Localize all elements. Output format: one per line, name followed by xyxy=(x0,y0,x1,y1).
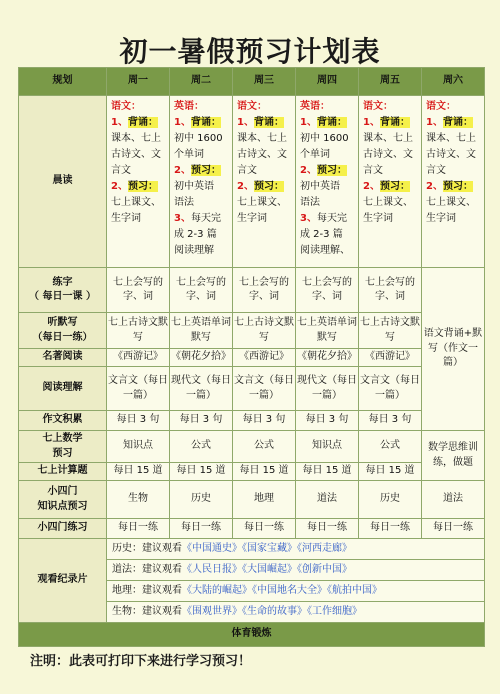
shuxue-cell: 公式 xyxy=(170,431,233,463)
morning-line: 言文 xyxy=(237,165,257,176)
morning-cell xyxy=(422,96,485,268)
morning-line: 生字词 xyxy=(363,213,393,224)
lianzi-cell: 七上会写的字、词 xyxy=(170,268,233,313)
morning-line: 课本、七上 xyxy=(426,133,476,144)
morning-line: 语文： xyxy=(426,101,456,112)
morning-row xyxy=(19,96,485,268)
xiaosimen-cell: 历史 xyxy=(170,481,233,519)
xiaolianxi-cell: 每日一练 xyxy=(359,519,422,539)
morning-cell xyxy=(233,96,296,268)
morning-line: 个单词 xyxy=(300,149,330,160)
morning-line: 成 2-3 篇 xyxy=(300,229,343,240)
zuowen-cell: 每日 3 句 xyxy=(296,411,359,431)
morning-line: 英语： xyxy=(300,101,330,112)
yuedu-cell: 现代文（每日一篇） xyxy=(296,367,359,411)
zuowen-row xyxy=(19,411,485,431)
lianzi-cell: 七上会写的字、词 xyxy=(359,268,422,313)
tingmo-cell: 七上英语单词默写 xyxy=(170,313,233,349)
morning-line: 3、每天完 xyxy=(300,213,347,224)
morning-line: 2、预习： xyxy=(300,165,347,176)
yuedu-cell: 文言文（每日一篇） xyxy=(359,367,422,411)
xiaosimen-cell: 地理 xyxy=(233,481,296,519)
sports-bar: 体育锻炼 xyxy=(19,623,485,647)
morning-line: 2、预习： xyxy=(237,181,284,192)
documentary-line: 地理：建议观看《大陆的崛起》《中国地名大全》《航拍中国》 xyxy=(107,581,485,602)
lianzi-label: 练字 （ 每日一课 ） xyxy=(19,268,107,313)
zuowen-cell: 每日 3 句 xyxy=(233,411,296,431)
yuedu-label: 阅读理解 xyxy=(19,367,107,411)
morning-line: 课本、七上 xyxy=(111,133,161,144)
header-plan: 规划 xyxy=(19,68,107,96)
morning-line: 个单词 xyxy=(174,149,204,160)
shuxue-cell: 公式 xyxy=(359,431,422,463)
morning-line: 七上课文、 xyxy=(111,197,161,208)
xiaolianxi-cell: 每日一练 xyxy=(296,519,359,539)
tingmo-cell: 七上英语单词默写 xyxy=(296,313,359,349)
morning-cell xyxy=(107,96,170,268)
xiaosimen-label: 小四门 知识点预习 xyxy=(19,481,107,519)
morning-line: 1、背诵： xyxy=(426,117,473,128)
header-sat: 周六 xyxy=(422,68,485,96)
xiaolianxi-label: 小四门练习 xyxy=(19,519,107,539)
morning-line: 1、背诵： xyxy=(111,117,158,128)
shuxue-cell: 知识点 xyxy=(296,431,359,463)
lianzi-row xyxy=(19,268,485,313)
mingzhu-cell: 《西游记》 xyxy=(359,349,422,367)
morning-line: 初中英语 xyxy=(174,181,214,192)
morning-line: 语文： xyxy=(237,101,267,112)
morning-line: 言文 xyxy=(363,165,383,176)
morning-line: 七上课文、 xyxy=(426,197,476,208)
study-plan-table xyxy=(18,67,485,647)
yuedu-cell: 文言文（每日一篇） xyxy=(233,367,296,411)
shuxue-cell: 公式 xyxy=(233,431,296,463)
xiaolianxi-cell: 每日一练 xyxy=(170,519,233,539)
morning-cell xyxy=(170,96,233,268)
print-note: 注明：此表可打印下来进行学习预习！ xyxy=(30,654,252,669)
mingzhu-cell: 《朝花夕拾》 xyxy=(170,349,233,367)
morning-line: 古诗文、文 xyxy=(111,149,161,160)
xiaosimen-cell: 道法 xyxy=(296,481,359,519)
header-wed: 周三 xyxy=(233,68,296,96)
morning-line: 1、背诵： xyxy=(300,117,347,128)
morning-line: 语法 xyxy=(174,197,194,208)
lianzi-cell: 七上会写的字、词 xyxy=(296,268,359,313)
mingzhu-cell: 《西游记》 xyxy=(107,349,170,367)
xiaolianxi-cell: 每日一练 xyxy=(422,519,485,539)
morning-line: 古诗文、文 xyxy=(237,149,287,160)
morning-cell xyxy=(359,96,422,268)
morning-line: 七上课文、 xyxy=(237,197,287,208)
morning-line: 1、背诵： xyxy=(174,117,221,128)
zuowen-label: 作文积累 xyxy=(19,411,107,431)
morning-line: 成 2-3 篇 xyxy=(174,229,217,240)
jisuan-cell: 每日 15 道 xyxy=(107,463,170,481)
morning-line: 阅读理解、 xyxy=(300,245,350,256)
morning-line: 语文： xyxy=(111,101,141,112)
saturday-merged-math: 数学思维训练，做题 xyxy=(422,431,485,481)
zuowen-cell: 每日 3 句 xyxy=(107,411,170,431)
morning-line: 古诗文、文 xyxy=(363,149,413,160)
morning-line: 2、预习： xyxy=(174,165,221,176)
morning-line: 课本、七上 xyxy=(363,133,413,144)
morning-line: 1、背诵： xyxy=(363,117,410,128)
shuxue-row xyxy=(19,431,485,463)
saturday-merged-chinese: 语文背诵+默写（作文一篇） xyxy=(422,268,485,431)
tingmo-label: 听默写 （每日一练） xyxy=(19,313,107,349)
yuedu-cell: 文言文（每日一篇） xyxy=(107,367,170,411)
jisuan-cell: 每日 15 道 xyxy=(233,463,296,481)
tingmo-cell: 七上古诗文默写 xyxy=(107,313,170,349)
jisuan-cell: 每日 15 道 xyxy=(296,463,359,481)
xiaosimen-cell: 历史 xyxy=(359,481,422,519)
mingzhu-cell: 《朝花夕拾》 xyxy=(296,349,359,367)
morning-line: 2、预习： xyxy=(111,181,158,192)
xiaolianxi-cell: 每日一练 xyxy=(233,519,296,539)
morning-line: 语法 xyxy=(300,197,320,208)
header-mon: 周一 xyxy=(107,68,170,96)
page-title: 初一暑假预习计划表 xyxy=(119,35,381,68)
morning-line: 初中英语 xyxy=(300,181,340,192)
mingzhu-label: 名著阅读 xyxy=(19,349,107,367)
lianzi-cell: 七上会写的字、词 xyxy=(107,268,170,313)
yuedu-row xyxy=(19,367,485,411)
mingzhu-cell: 《西游记》 xyxy=(233,349,296,367)
zuowen-cell: 每日 3 句 xyxy=(359,411,422,431)
morning-line: 生字词 xyxy=(237,213,267,224)
shuxue-cell: 知识点 xyxy=(107,431,170,463)
tingmo-cell: 七上古诗文默写 xyxy=(233,313,296,349)
xiaosimen-cell: 生物 xyxy=(107,481,170,519)
morning-line: 言文 xyxy=(426,165,446,176)
tingmo-row xyxy=(19,313,485,349)
xiaolianxi-row xyxy=(19,519,485,539)
shuxue-label: 七上数学 预习 xyxy=(19,431,107,463)
jisuan-cell: 每日 15 道 xyxy=(359,463,422,481)
documentary-label: 观看纪录片 xyxy=(19,539,107,623)
tingmo-cell: 七上古诗文默写 xyxy=(359,313,422,349)
zuowen-cell: 每日 3 句 xyxy=(170,411,233,431)
morning-line: 生字词 xyxy=(426,213,456,224)
morning-line: 言文 xyxy=(111,165,131,176)
jisuan-cell: 每日 15 道 xyxy=(170,463,233,481)
morning-line: 生字词 xyxy=(111,213,141,224)
yuedu-cell: 现代文（每日一篇） xyxy=(170,367,233,411)
xiaosimen-row xyxy=(19,481,485,519)
morning-cell xyxy=(296,96,359,268)
documentary-line: 道法：建议观看《人民日报》《大国崛起》《创新中国》 xyxy=(107,560,485,581)
mingzhu-row xyxy=(19,349,485,367)
jisuan-row xyxy=(19,463,485,481)
footer-row xyxy=(19,623,485,647)
morning-line: 古诗文、文 xyxy=(426,149,476,160)
documentary-line: 生物：建议观看《围观世界》《生命的故事》《工作细胞》 xyxy=(107,602,485,623)
doc-row xyxy=(19,539,485,560)
lianzi-cell: 七上会写的字、词 xyxy=(233,268,296,313)
xiaosimen-cell: 道法 xyxy=(422,481,485,519)
jisuan-label: 七上计算题 xyxy=(19,463,107,481)
morning-label: 晨读 xyxy=(19,96,107,268)
header-thu: 周四 xyxy=(296,68,359,96)
header-row xyxy=(19,68,485,96)
xiaolianxi-cell: 每日一练 xyxy=(107,519,170,539)
morning-line: 语文： xyxy=(363,101,393,112)
morning-line: 阅读理解 xyxy=(174,245,214,256)
morning-line: 3、每天完 xyxy=(174,213,221,224)
morning-line: 1、背诵： xyxy=(237,117,284,128)
morning-line: 七上课文、 xyxy=(363,197,413,208)
morning-line: 英语： xyxy=(174,101,204,112)
header-fri: 周五 xyxy=(359,68,422,96)
documentary-line: 历史：建议观看《中国通史》《国家宝藏》《河西走廊》 xyxy=(107,539,485,560)
morning-line: 课本、七上 xyxy=(237,133,287,144)
morning-line: 2、预习： xyxy=(363,181,410,192)
morning-line: 初中 1600 xyxy=(300,133,349,144)
morning-line: 初中 1600 xyxy=(174,133,223,144)
header-tue: 周二 xyxy=(170,68,233,96)
morning-line: 2、预习： xyxy=(426,181,473,192)
